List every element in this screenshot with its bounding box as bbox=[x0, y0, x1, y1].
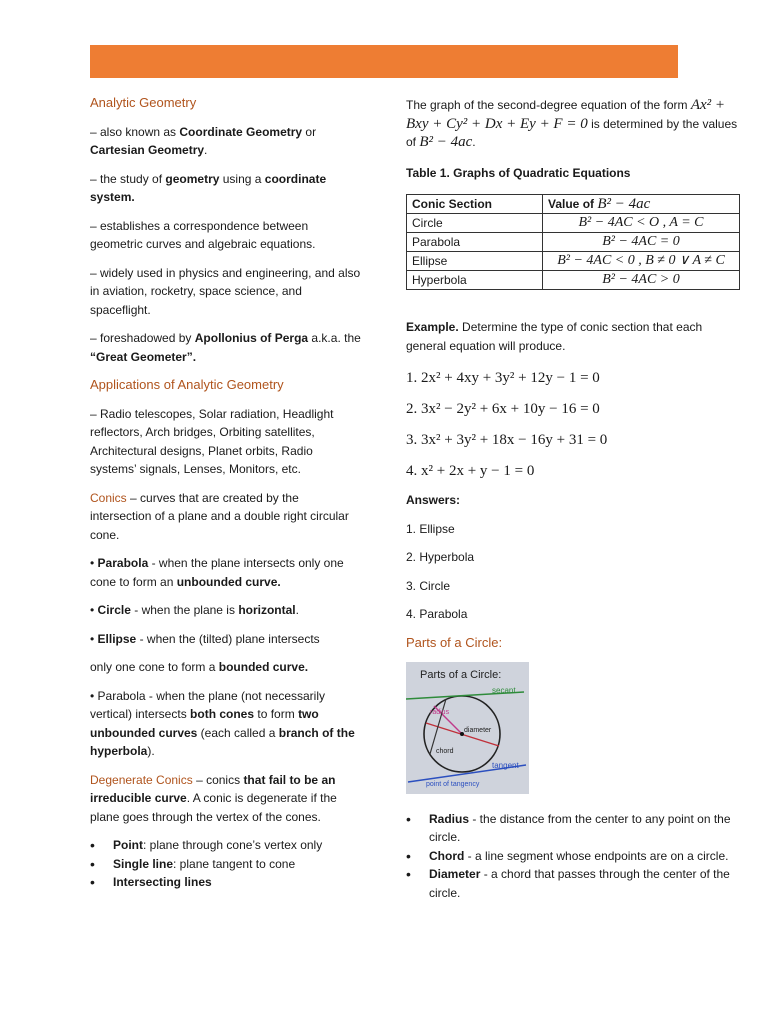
text: - when the (tilted) plane intersects bbox=[136, 631, 320, 646]
text: • Parabola - when the plane (not necessarily vertical) intersects bbox=[90, 688, 326, 721]
answer-2: 2. Hyperbola bbox=[406, 550, 475, 564]
term: Single line bbox=[113, 856, 174, 871]
general-equation: Ax² + Bxy + Cy² + Dx + Ey + F = 0 bbox=[406, 97, 726, 132]
cell-name: Hyperbola bbox=[407, 271, 543, 290]
label-point-of-tangency: point of tangency bbox=[426, 781, 480, 788]
cell-name: Parabola bbox=[407, 233, 543, 252]
list-item bbox=[90, 855, 362, 874]
term-coordinate-system: coordinate system. bbox=[90, 171, 327, 204]
cell-value: B² − 4AC = 0 bbox=[543, 233, 740, 252]
header-math: B² − 4ac bbox=[597, 196, 651, 212]
desc: : plane tangent to cone bbox=[173, 856, 296, 871]
para-applications: – Radio telescopes, Solar radiation, Headlight reflectors, Arch bridges, Orbiting satellites, Architectural designs, Planet orbits, Radio systems’ signals, Lenses, Monitors, etc. bbox=[90, 406, 334, 476]
label-tangent: tangent bbox=[492, 761, 519, 770]
table-row bbox=[407, 271, 740, 290]
text: . bbox=[472, 135, 476, 149]
list-item bbox=[90, 836, 362, 855]
cell-name: Circle bbox=[407, 214, 543, 233]
table-header-row bbox=[407, 195, 740, 214]
term-great-geometer: “Great Geometer”. bbox=[90, 349, 197, 364]
term-horizontal: horizontal bbox=[238, 603, 296, 617]
desc: - the distance from the center to any point on the circle. bbox=[429, 811, 731, 844]
figure-title: Parts of a Circle: bbox=[420, 669, 502, 681]
answer-4: 4. Parabola bbox=[406, 607, 468, 621]
right-column bbox=[406, 96, 740, 902]
term: Chord bbox=[429, 848, 465, 863]
circle-parts-figure bbox=[406, 662, 529, 794]
para-degenerate bbox=[90, 771, 362, 827]
example-label: Example. bbox=[406, 320, 459, 334]
text: to form bbox=[254, 707, 299, 721]
bullet-circle: • Circle - when the plane is horizontal. bbox=[90, 603, 299, 617]
equation-2: 2. 3x² − 2y² + 6x + 10y − 16 = 0 bbox=[406, 401, 600, 417]
header-value bbox=[543, 195, 740, 214]
left-column bbox=[90, 94, 362, 892]
term: Point bbox=[113, 838, 143, 852]
para-conics bbox=[90, 489, 362, 545]
text: . bbox=[295, 603, 299, 617]
answer-3: 3. Circle bbox=[406, 578, 451, 593]
text: - when the plane intersects only one cone to form an bbox=[90, 556, 344, 589]
term-ellipse: Ellipse bbox=[97, 631, 137, 646]
heading-parts-of-circle: Parts of a Circle: bbox=[406, 634, 503, 650]
term: Radius bbox=[429, 811, 470, 826]
text: a.k.a. the bbox=[308, 331, 361, 345]
conic-table bbox=[406, 194, 740, 290]
text: – also known as bbox=[90, 124, 180, 139]
text: – conics bbox=[192, 772, 244, 787]
equation-4: 4. x² + 2x + y − 1 = 0 bbox=[406, 463, 535, 479]
desc: - a line segment whose endpoints are on a circle. bbox=[464, 848, 729, 863]
text: is determined by the values of bbox=[406, 116, 738, 149]
discriminant: B² − 4ac bbox=[419, 134, 473, 150]
table-row bbox=[407, 214, 740, 233]
text: or bbox=[302, 124, 317, 139]
label-chord: chord bbox=[436, 748, 454, 755]
term-parabola: Parabola bbox=[97, 556, 149, 570]
para-example bbox=[406, 318, 740, 355]
text: – foreshadowed by bbox=[90, 331, 195, 345]
term-cartesian-geometry: Cartesian Geometry bbox=[90, 143, 205, 157]
bullet-ellipse: • Ellipse - when the (tilted) plane intersects bbox=[90, 631, 320, 646]
term-conics: Conics bbox=[90, 490, 127, 505]
term-branch: branch of the hyperbola bbox=[90, 725, 355, 758]
para-correspondence: – establishes a correspondence between geometric curves and algebraic equations. bbox=[90, 218, 316, 251]
answer-1: 1. Ellipse bbox=[406, 521, 455, 536]
para-intro bbox=[406, 96, 740, 152]
para-ellipse-cont bbox=[90, 658, 362, 677]
para-also-known bbox=[90, 123, 362, 160]
text: (each called a bbox=[197, 725, 279, 740]
term-degenerate-conics: Degenerate Conics bbox=[90, 772, 193, 787]
term-unbounded-curve: unbounded curve. bbox=[176, 574, 281, 589]
term-irreducible: that fail to be an irreducible curve bbox=[90, 772, 336, 805]
label-diameter: diameter bbox=[464, 727, 492, 734]
para-widely-used: – widely used in physics and engineering, and also in aviation, rocketry, space science, and spaceflight. bbox=[90, 265, 361, 317]
para-foreshadowed bbox=[90, 329, 362, 366]
term-two-unbounded: two unbounded curves bbox=[90, 707, 319, 740]
degenerate-list bbox=[90, 836, 362, 892]
desc: - a chord that passes through the center of the circle. bbox=[429, 867, 730, 900]
equation-3: 3. 3x² + 3y² + 18x − 16y + 31 = 0 bbox=[406, 432, 608, 448]
answers-label: Answers: bbox=[406, 493, 461, 507]
equation-1: 1. 2x² + 4xy + 3y² + 12y − 1 = 0 bbox=[406, 370, 600, 386]
term: Diameter bbox=[429, 867, 481, 881]
term-coordinate-geometry: Coordinate Geometry bbox=[179, 124, 303, 139]
term-geometry: geometry bbox=[165, 171, 220, 186]
term: Intersecting lines bbox=[113, 875, 212, 889]
label-radius: radius bbox=[430, 709, 450, 716]
text: Determine the type of conic section that each general equation will produce. bbox=[406, 320, 703, 353]
text: using a bbox=[219, 171, 265, 186]
text: only one cone to form a bbox=[90, 660, 219, 674]
text: – curves that are created by the intersection of a plane and a double right circular cone. bbox=[90, 490, 349, 542]
list-item bbox=[406, 847, 740, 866]
heading-analytic-geometry: Analytic Geometry bbox=[90, 95, 197, 110]
cell-name: Ellipse bbox=[407, 252, 543, 271]
list-item bbox=[406, 865, 740, 902]
circle-parts-list bbox=[406, 810, 740, 903]
label-secant: secant bbox=[492, 686, 516, 695]
list-item bbox=[406, 810, 740, 847]
heading-applications: Applications of Analytic Geometry bbox=[90, 377, 284, 392]
bullet-parabola: • Parabola - when the plane intersects only one cone to form an unbounded curve. bbox=[90, 556, 344, 589]
text: The graph of the second-degree equation of the form bbox=[406, 98, 691, 112]
para-study-of bbox=[90, 170, 362, 207]
table-row bbox=[407, 252, 740, 271]
text: ). bbox=[147, 744, 155, 758]
cell-value: B² − 4AC > 0 bbox=[543, 271, 740, 290]
cell-value: B² − 4AC < O , A = C bbox=[543, 214, 740, 233]
bullet-hyperbola bbox=[90, 687, 362, 761]
text: - when the plane is bbox=[130, 603, 239, 617]
table-caption: Table 1. Graphs of Quadratic Equations bbox=[406, 165, 631, 180]
header-conic-section: Conic Section bbox=[407, 195, 543, 214]
term-circle: Circle bbox=[97, 603, 131, 617]
text: Value of bbox=[548, 197, 598, 211]
desc: : plane through cone’s vertex only bbox=[143, 838, 323, 852]
term-bounded-curve: bounded curve. bbox=[218, 660, 309, 674]
text: – the study of bbox=[90, 171, 166, 186]
term-both-cones: both cones bbox=[190, 707, 255, 721]
text: . A conic is degenerate if the plane goes through the vertex of the cones. bbox=[90, 791, 337, 824]
text: . bbox=[204, 143, 208, 157]
cell-value: B² − 4AC < 0 , B ≠ 0 ∨ A ≠ C bbox=[543, 252, 740, 271]
term-apollonius: Apollonius of Perga bbox=[194, 331, 309, 345]
table-row bbox=[407, 233, 740, 252]
list-item bbox=[90, 873, 362, 892]
header-banner bbox=[90, 45, 678, 78]
